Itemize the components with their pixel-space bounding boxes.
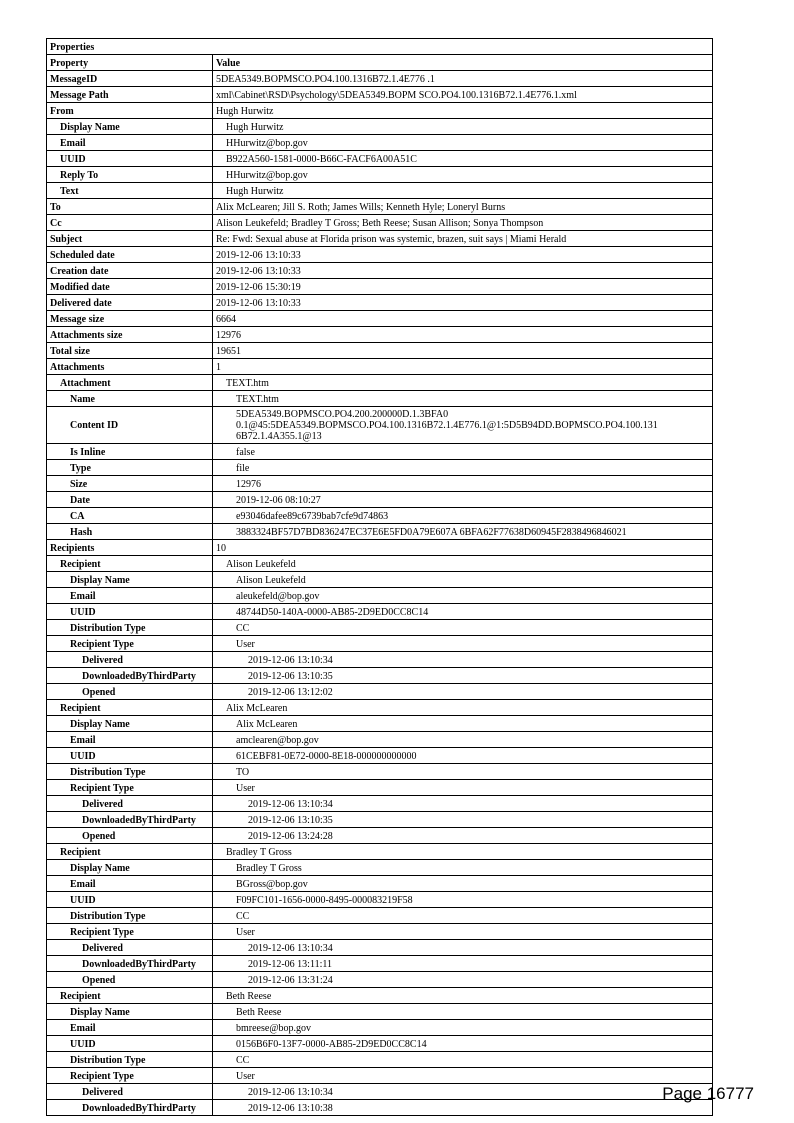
table-row bbox=[47, 748, 713, 764]
table-row bbox=[47, 700, 713, 716]
property-value: 1 bbox=[213, 359, 713, 375]
table-row bbox=[47, 652, 713, 668]
property-key: Email bbox=[47, 1020, 213, 1036]
property-key: Name bbox=[47, 391, 213, 407]
table-row bbox=[47, 812, 713, 828]
property-value: 2019-12-06 13:10:35 bbox=[213, 812, 713, 828]
table-row bbox=[47, 908, 713, 924]
property-value: 2019-12-06 13:24:28 bbox=[213, 828, 713, 844]
property-value: Bradley T Gross bbox=[213, 844, 713, 860]
property-key: DownloadedByThirdParty bbox=[47, 956, 213, 972]
property-key: Total size bbox=[47, 343, 213, 359]
table-row bbox=[47, 247, 713, 263]
property-key: Display Name bbox=[47, 716, 213, 732]
table-row bbox=[47, 1052, 713, 1068]
property-key: Recipient bbox=[47, 844, 213, 860]
table-row bbox=[47, 892, 713, 908]
property-value: CC bbox=[213, 620, 713, 636]
property-value: F09FC101-1656-0000-8495-000083219F58 bbox=[213, 892, 713, 908]
property-value: B922A560-1581-0000-B66C-FACF6A00A51C bbox=[213, 151, 713, 167]
table-row bbox=[47, 860, 713, 876]
property-key: Message size bbox=[47, 311, 213, 327]
property-key: Opened bbox=[47, 684, 213, 700]
property-key: Recipient bbox=[47, 556, 213, 572]
property-value: 2019-12-06 13:31:24 bbox=[213, 972, 713, 988]
property-value: Beth Reese bbox=[213, 988, 713, 1004]
table-title: Properties bbox=[47, 39, 713, 55]
property-key: Cc bbox=[47, 215, 213, 231]
table-row bbox=[47, 327, 713, 343]
table-row bbox=[47, 460, 713, 476]
property-key: UUID bbox=[47, 604, 213, 620]
property-key: Content ID bbox=[47, 407, 213, 444]
property-key: Reply To bbox=[47, 167, 213, 183]
property-key: Message Path bbox=[47, 87, 213, 103]
property-value: User bbox=[213, 924, 713, 940]
property-value: 2019-12-06 13:10:33 bbox=[213, 247, 713, 263]
property-value: 0156B6F0-13F7-0000-AB85-2D9ED0CC8C14 bbox=[213, 1036, 713, 1052]
property-value: CC bbox=[213, 908, 713, 924]
property-key: Email bbox=[47, 876, 213, 892]
property-value: User bbox=[213, 1068, 713, 1084]
table-row bbox=[47, 684, 713, 700]
property-value: 2019-12-06 13:10:35 bbox=[213, 668, 713, 684]
property-key: Recipient bbox=[47, 988, 213, 1004]
property-key: Hash bbox=[47, 524, 213, 540]
table-row bbox=[47, 828, 713, 844]
table-row bbox=[47, 279, 713, 295]
property-key: Opened bbox=[47, 828, 213, 844]
table-row bbox=[47, 796, 713, 812]
property-value: 19651 bbox=[213, 343, 713, 359]
table-row bbox=[47, 343, 713, 359]
table-row bbox=[47, 540, 713, 556]
property-key: Email bbox=[47, 588, 213, 604]
property-key: Email bbox=[47, 135, 213, 151]
table-row bbox=[47, 492, 713, 508]
property-key: Date bbox=[47, 492, 213, 508]
table-row bbox=[47, 167, 713, 183]
property-key: Recipient bbox=[47, 700, 213, 716]
property-value: amclearen@bop.gov bbox=[213, 732, 713, 748]
property-value: 5DEA5349.BOPMSCO.PO4.100.1316B72.1.4E776 .1 bbox=[213, 71, 713, 87]
property-value: Hugh Hurwitz bbox=[213, 119, 713, 135]
property-key: Delivered bbox=[47, 652, 213, 668]
table-row bbox=[47, 956, 713, 972]
table-row bbox=[47, 716, 713, 732]
property-key: Creation date bbox=[47, 263, 213, 279]
table-row bbox=[47, 375, 713, 391]
property-value: 2019-12-06 13:10:34 bbox=[213, 652, 713, 668]
table-row bbox=[47, 1036, 713, 1052]
table-row bbox=[47, 263, 713, 279]
property-key: Recipient Type bbox=[47, 636, 213, 652]
property-key: Distribution Type bbox=[47, 620, 213, 636]
property-value: 2019-12-06 13:10:34 bbox=[213, 1084, 713, 1100]
property-key: Delivered bbox=[47, 796, 213, 812]
table-row bbox=[47, 668, 713, 684]
table-row bbox=[47, 215, 713, 231]
property-value: 3883324BF57D7BD836247EC37E6E5FD0A79E607A 6BFA62F77638D60945F2838496846021 bbox=[213, 524, 713, 540]
property-value: 48744D50-140A-0000-AB85-2D9ED0CC8C14 bbox=[213, 604, 713, 620]
property-key: Delivered bbox=[47, 1084, 213, 1100]
property-value: 2019-12-06 13:11:11 bbox=[213, 956, 713, 972]
property-value: 2019-12-06 13:12:02 bbox=[213, 684, 713, 700]
table-title-row bbox=[47, 39, 713, 55]
property-key: Distribution Type bbox=[47, 764, 213, 780]
property-value: 10 bbox=[213, 540, 713, 556]
table-row bbox=[47, 940, 713, 956]
property-key: Is Inline bbox=[47, 444, 213, 460]
header-property: Property bbox=[47, 55, 213, 71]
property-key: Display Name bbox=[47, 1004, 213, 1020]
property-value: HHurwitz@bop.gov bbox=[213, 135, 713, 151]
property-value: CC bbox=[213, 1052, 713, 1068]
property-key: Text bbox=[47, 183, 213, 199]
property-value: Alison Leukefeld bbox=[213, 556, 713, 572]
property-key: To bbox=[47, 199, 213, 215]
table-row bbox=[47, 636, 713, 652]
property-key: Modified date bbox=[47, 279, 213, 295]
table-row bbox=[47, 1084, 713, 1100]
header-value: Value bbox=[213, 55, 713, 71]
property-key: Recipient Type bbox=[47, 780, 213, 796]
property-key: Type bbox=[47, 460, 213, 476]
property-key: Distribution Type bbox=[47, 908, 213, 924]
table-row bbox=[47, 844, 713, 860]
property-value: bmreese@bop.gov bbox=[213, 1020, 713, 1036]
property-value: Alison Leukefeld; Bradley T Gross; Beth Reese; Susan Allison; Sonya Thompson bbox=[213, 215, 713, 231]
property-key: CA bbox=[47, 508, 213, 524]
property-key: UUID bbox=[47, 892, 213, 908]
table-row bbox=[47, 119, 713, 135]
property-key: Attachments bbox=[47, 359, 213, 375]
property-value: 2019-12-06 15:30:19 bbox=[213, 279, 713, 295]
table-row bbox=[47, 732, 713, 748]
table-row bbox=[47, 391, 713, 407]
page-number: Page 16777 bbox=[662, 1084, 754, 1103]
property-key: Display Name bbox=[47, 572, 213, 588]
property-key: Opened bbox=[47, 972, 213, 988]
property-key: Display Name bbox=[47, 119, 213, 135]
property-key: UUID bbox=[47, 748, 213, 764]
property-key: UUID bbox=[47, 151, 213, 167]
table-row bbox=[47, 508, 713, 524]
table-row bbox=[47, 1100, 713, 1116]
table-row bbox=[47, 103, 713, 119]
property-value: Hugh Hurwitz bbox=[213, 183, 713, 199]
table-row bbox=[47, 588, 713, 604]
table-row bbox=[47, 876, 713, 892]
property-value: Bradley T Gross bbox=[213, 860, 713, 876]
property-value: TO bbox=[213, 764, 713, 780]
property-key: MessageID bbox=[47, 71, 213, 87]
property-value: BGross@bop.gov bbox=[213, 876, 713, 892]
property-key: UUID bbox=[47, 1036, 213, 1052]
property-value: 2019-12-06 13:10:34 bbox=[213, 796, 713, 812]
property-key: Display Name bbox=[47, 860, 213, 876]
property-value: 12976 bbox=[213, 327, 713, 343]
property-value: User bbox=[213, 780, 713, 796]
table-row bbox=[47, 572, 713, 588]
property-key: Delivered date bbox=[47, 295, 213, 311]
table-row bbox=[47, 924, 713, 940]
property-key: Scheduled date bbox=[47, 247, 213, 263]
property-value: Alix McLearen; Jill S. Roth; James Wills; Kenneth Hyle; Loneryl Burns bbox=[213, 199, 713, 215]
property-value: 2019-12-06 13:10:34 bbox=[213, 940, 713, 956]
table-row bbox=[47, 87, 713, 103]
table-row bbox=[47, 476, 713, 492]
table-row bbox=[47, 988, 713, 1004]
property-key: Size bbox=[47, 476, 213, 492]
property-key: Recipients bbox=[47, 540, 213, 556]
table-row bbox=[47, 972, 713, 988]
property-key: Attachments size bbox=[47, 327, 213, 343]
property-key: Subject bbox=[47, 231, 213, 247]
property-value: 2019-12-06 13:10:33 bbox=[213, 295, 713, 311]
property-key: Delivered bbox=[47, 940, 213, 956]
table-row bbox=[47, 444, 713, 460]
property-value: Alix McLearen bbox=[213, 700, 713, 716]
property-key: DownloadedByThirdParty bbox=[47, 812, 213, 828]
property-value: 2019-12-06 08:10:27 bbox=[213, 492, 713, 508]
property-value: file bbox=[213, 460, 713, 476]
property-key: Distribution Type bbox=[47, 1052, 213, 1068]
properties-table bbox=[46, 38, 713, 1116]
property-value: aleukefeld@bop.gov bbox=[213, 588, 713, 604]
table-row bbox=[47, 183, 713, 199]
property-key: DownloadedByThirdParty bbox=[47, 1100, 213, 1116]
table-row bbox=[47, 231, 713, 247]
property-key: From bbox=[47, 103, 213, 119]
property-key: Recipient Type bbox=[47, 1068, 213, 1084]
property-key: Recipient Type bbox=[47, 924, 213, 940]
table-row bbox=[47, 151, 713, 167]
property-value: Hugh Hurwitz bbox=[213, 103, 713, 119]
table-row bbox=[47, 620, 713, 636]
table-row bbox=[47, 1020, 713, 1036]
property-value: Beth Reese bbox=[213, 1004, 713, 1020]
property-value: TEXT.htm bbox=[213, 391, 713, 407]
property-key: Email bbox=[47, 732, 213, 748]
property-value: 61CEBF81-0E72-0000-8E18-000000000000 bbox=[213, 748, 713, 764]
table-row bbox=[47, 407, 713, 444]
property-value: false bbox=[213, 444, 713, 460]
property-key: DownloadedByThirdParty bbox=[47, 668, 213, 684]
table-row bbox=[47, 311, 713, 327]
table-row bbox=[47, 199, 713, 215]
table-row bbox=[47, 1004, 713, 1020]
table-row bbox=[47, 780, 713, 796]
table-row bbox=[47, 764, 713, 780]
property-value: 6664 bbox=[213, 311, 713, 327]
table-row bbox=[47, 524, 713, 540]
property-value: User bbox=[213, 636, 713, 652]
property-value: Alison Leukefeld bbox=[213, 572, 713, 588]
table-header-row bbox=[47, 55, 713, 71]
table-row bbox=[47, 359, 713, 375]
property-value: Alix McLearen bbox=[213, 716, 713, 732]
property-value: 5DEA5349.BOPMSCO.PO4.200.200000D.1.3BFA0 0.1@45:5DEA5349.BOPMSCO.PO4.100.1316B72.1.4E776.1@1:5D5B94DD.BOPMSCO.PO4.100.131 6B72.1.4A355.1@13 bbox=[213, 407, 713, 444]
property-value: Re: Fwd: Sexual abuse at Florida prison was systemic, brazen, suit says | Miami Herald bbox=[213, 231, 713, 247]
property-value: e93046dafee89c6739bab7cfe9d74863 bbox=[213, 508, 713, 524]
table-row bbox=[47, 71, 713, 87]
table-row bbox=[47, 556, 713, 572]
table-row bbox=[47, 604, 713, 620]
property-value: TEXT.htm bbox=[213, 375, 713, 391]
table-row bbox=[47, 135, 713, 151]
table-row bbox=[47, 295, 713, 311]
property-value: xml\Cabinet\RSD\Psychology\5DEA5349.BOPM SCO.PO4.100.1316B72.1.4E776.1.xml bbox=[213, 87, 713, 103]
table-row bbox=[47, 1068, 713, 1084]
property-value: 2019-12-06 13:10:38 bbox=[213, 1100, 713, 1116]
property-value: 2019-12-06 13:10:33 bbox=[213, 263, 713, 279]
property-value: 12976 bbox=[213, 476, 713, 492]
property-key: Attachment bbox=[47, 375, 213, 391]
property-value: HHurwitz@bop.gov bbox=[213, 167, 713, 183]
